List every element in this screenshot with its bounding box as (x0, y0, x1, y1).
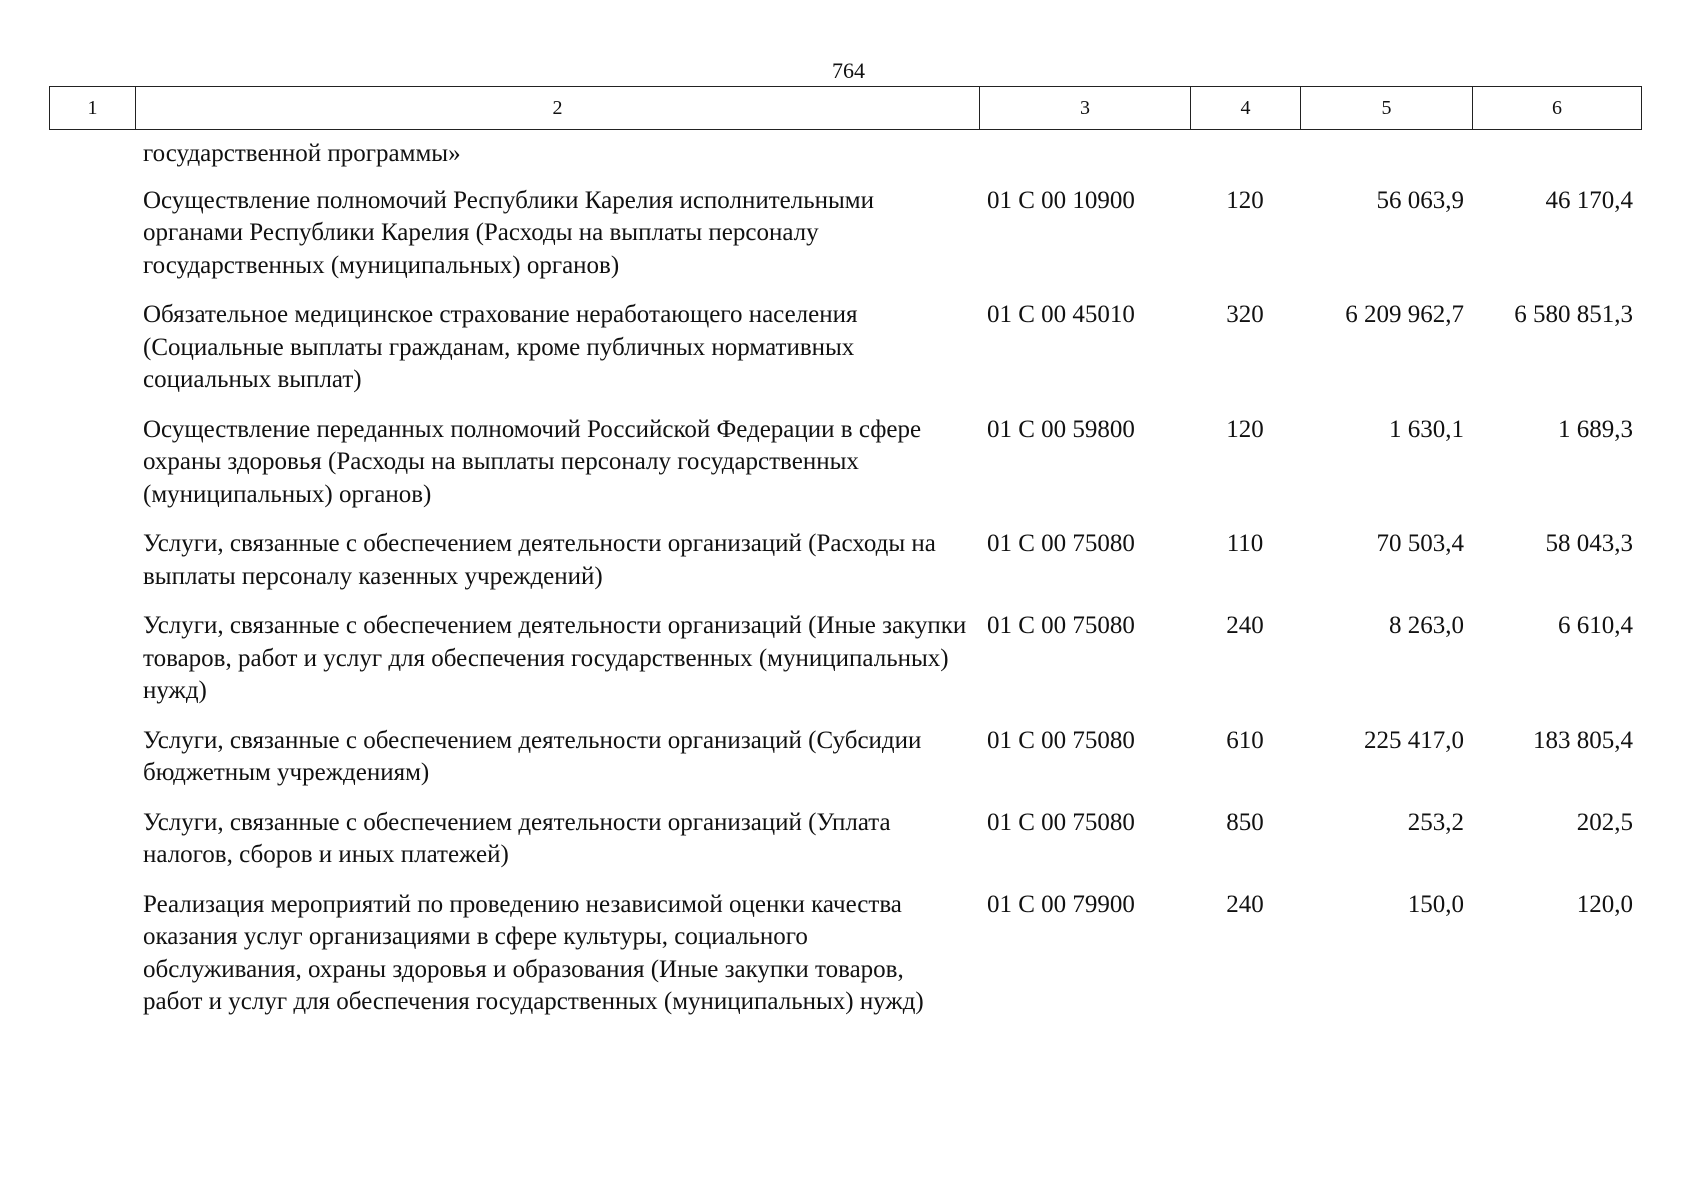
row-expense-type: 110 (1226, 530, 1264, 557)
row-code: 01 С 00 45010 (987, 301, 1135, 328)
table-row (49, 725, 1641, 807)
row-amount-col6: 6 610,4 (1558, 612, 1633, 639)
table-row (49, 299, 1641, 414)
row-amount-col5: 6 209 962,7 (1345, 301, 1464, 328)
row-code: 01 С 00 75080 (987, 612, 1135, 639)
table-rows (49, 138, 1641, 1036)
row-amount-col6: 6 580 851,3 (1514, 301, 1633, 328)
column-header-table (49, 86, 1642, 130)
row-description: Реализация мероприятий по проведению независимой оценки качества оказания услуг организациями в сфере культуры, социального обслуживания, охраны здоровья и образования (Иные закупки товаров, работ и услуг для обеспечения государственных (муниципальных) нужд) (143, 890, 924, 1015)
page-number: 764 (832, 58, 865, 83)
row-amount-col6: 183 805,4 (1533, 726, 1633, 754)
table-row (49, 414, 1641, 529)
row-expense-type (1190, 138, 1300, 185)
column-header-1: 1 (50, 87, 136, 130)
row-amount-col6: 202,5 (1576, 808, 1633, 836)
row-amount-col5: 253,2 (1407, 808, 1464, 836)
table-row (49, 610, 1641, 725)
row-description: Услуги, связанные с обеспечением деятельности организаций (Субсидии бюджетным учреждениям) (143, 726, 922, 786)
row-amount-col5: 56 063,9 (1376, 186, 1464, 214)
row-expense-type: 120 (1226, 186, 1264, 214)
table-row (49, 138, 1641, 185)
row-description: Осуществление полномочий Республики Карелия исполнительными органами Республики Карелия (Расходы на выплаты персоналу государственных (муниципальных) органов) (143, 186, 874, 279)
row-expense-type: 120 (1226, 415, 1264, 443)
row-expense-type: 240 (1226, 612, 1264, 639)
table-row (49, 528, 1641, 610)
row-amount-col5: 70 503,4 (1376, 530, 1464, 557)
row-code: 01 С 00 75080 (987, 808, 1135, 836)
row-code: 01 С 00 79900 (987, 890, 1135, 918)
row-description: государственной программы» (143, 140, 461, 167)
row-expense-type: 240 (1226, 890, 1264, 918)
row-amount-col6: 120,0 (1576, 890, 1633, 918)
table-row (49, 185, 1641, 300)
column-header-6: 6 (1473, 87, 1642, 130)
table-row (49, 807, 1641, 889)
column-header-row (50, 87, 1642, 130)
row-amount-col6: 1 689,3 (1558, 415, 1633, 443)
row-description: Осуществление переданных полномочий Российской Федерации в сфере охраны здоровья (Расходы на выплаты персоналу государственных (муниципальных) органов) (143, 415, 922, 508)
row-amount-col5: 225 417,0 (1364, 726, 1464, 754)
row-amount-col5 (1300, 138, 1472, 185)
row-code: 01 С 00 75080 (987, 530, 1135, 557)
row-description: Услуги, связанные с обеспечением деятельности организаций (Уплата налогов, сборов и иных платежей) (143, 808, 891, 868)
row-amount-col5: 8 263,0 (1389, 612, 1464, 639)
row-amount-col6: 58 043,3 (1545, 530, 1633, 557)
row-amount-col5: 1 630,1 (1389, 415, 1464, 443)
budget-table-body (49, 138, 1641, 1036)
row-amount-col5: 150,0 (1407, 890, 1464, 918)
column-header-5: 5 (1301, 87, 1473, 130)
row-description: Услуги, связанные с обеспечением деятельности организаций (Расходы на выплаты персоналу казенных учреждений) (143, 530, 936, 590)
row-expense-type: 610 (1226, 726, 1264, 754)
row-expense-type: 850 (1226, 808, 1264, 836)
row-code: 01 С 00 59800 (987, 415, 1135, 443)
column-header-4: 4 (1191, 87, 1301, 130)
row-description: Обязательное медицинское страхование неработающего населения (Социальные выплаты гражданам, кроме публичных нормативных социальных выплат) (143, 301, 858, 393)
row-code (979, 138, 1190, 185)
table-row (49, 889, 1641, 1036)
column-header-3: 3 (980, 87, 1191, 130)
row-expense-type: 320 (1226, 301, 1264, 328)
row-amount-col6: 46 170,4 (1545, 186, 1633, 214)
row-amount-col6 (1472, 138, 1641, 185)
column-header-2: 2 (136, 87, 980, 130)
row-code: 01 С 00 10900 (987, 186, 1135, 214)
row-code: 01 С 00 75080 (987, 726, 1135, 754)
row-description: Услуги, связанные с обеспечением деятельности организаций (Иные закупки товаров, работ и услуг для обеспечения государственных (муниципальных) нужд) (143, 612, 967, 704)
